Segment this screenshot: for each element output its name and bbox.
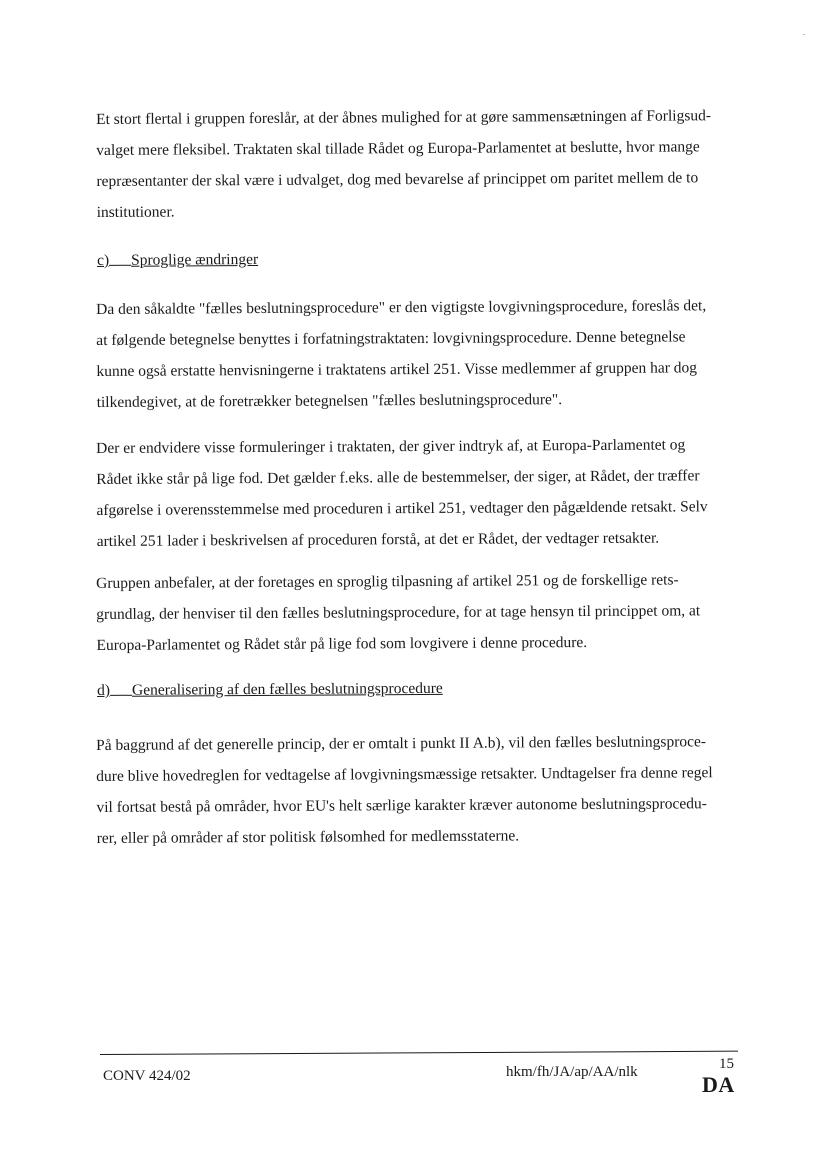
text-line: Europa-Parlamentet og Rådet står på lige fod som lovgivere i denne procedure. [96,634,588,654]
heading-letter: d) [97,681,111,699]
heading-title: Generalisering af den fælles beslutningsprocedure [131,679,443,699]
text-line: afgørelse i overensstemmelse med proceduren i artikel 251, vedtager den pågældende retsakt. Selv [96,498,708,519]
footer-rule [100,1051,738,1055]
paragraph-betegnelse [96,290,737,418]
text-line: kunne også erstatte henvisningerne i traktatens artikel 251. Visse medlemmer af gruppen har dog [96,359,698,380]
paragraph-tilpasning [96,564,737,661]
text-line: vil fortsat bestå på områder, hvor EU's helt særlige karakter kræver autonome beslutningsprocedu- [96,795,707,816]
text-line: artikel 251 lader i beskrivelsen af proceduren forstå, at det er Rådet, der vedtager retsakter. [96,529,660,550]
text-line: dure blive hovedreglen for vedtagelse af lovgivningsmæssige retsakter. Undtagelser fra denne regel [96,764,713,785]
author-initials: hkm/fh/JA/ap/AA/nlk [506,1064,638,1080]
paragraph-formuleringer [96,429,737,557]
section-heading-d [97,678,443,702]
text-line: På baggrund af det generelle princip, der er omtalt i punkt II A.b), vil den fælles beslutningsproce- [96,733,707,754]
section-heading-c [97,249,258,272]
text-line: valget mere fleksibel. Traktaten skal tillade Rådet og Europa-Parlamentet at beslutte, hvor mange [96,138,700,159]
text-line: rer, eller på områder af stor politisk følsomhed for medlemsstaterne. [96,827,520,847]
text-line: grundlag, der henviser til den fælles beslutningsprocedure, for at tage hensyn til princippet om, at [96,602,701,623]
language-code: DA [702,1072,735,1097]
text-line: repræsentanter der skal være i udvalget, dog med bevarelse af princippet om paritet mellem de to [96,169,699,190]
paragraph-generalisering [96,726,737,854]
text-line: Der er endvidere visse formuleringer i traktaten, der giver indtryk af, at Europa-Parlamentet og [96,436,686,457]
text-line: Gruppen anbefaler, at der foretages en sproglig tilpasning af artikel 251 og de forskellige rets- [96,571,679,592]
text-line: Et stort flertal i gruppen foreslår, at der åbnes mulighed for at gøre sammensætningen af Forligsud- [96,107,712,128]
heading-underline-gap [110,680,132,696]
text-line: tilkendegivet, at de foretrækker betegnelsen "fælles beslutningsprocedure". [96,391,563,411]
page-number: 15 [719,1056,734,1072]
heading-title: Sproglige ændringer [131,251,259,269]
text-line: institutioner. [96,203,175,221]
text-line: Rådet ikke står på lige fod. Det gælder f.eks. alle de bestemmelser, der siger, at Rådet, der træffer [96,467,700,488]
text-line: Da den såkaldte "fælles beslutningsprocedure" er den vigtigste lovgivningsprocedure, foreslås det, [96,297,707,318]
document-reference: CONV 424/02 [103,1068,191,1084]
scan-speck [803,34,805,35]
paragraph-forligsudvalget [96,100,737,228]
text-line: at følgende betegnelse benyttes i forfatningstraktaten: lovgivningsprocedure. Denne betegnelse [96,328,686,349]
heading-letter: c) [97,251,110,269]
heading-underline-gap [109,250,131,266]
